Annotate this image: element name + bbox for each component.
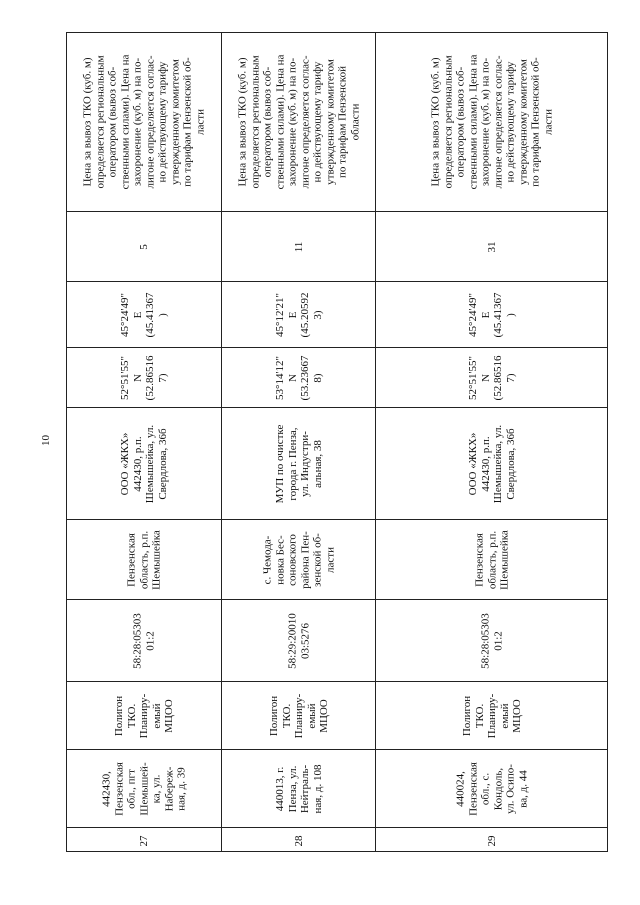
cell-latitude: 52°51'55" N (52.86516 7) (376, 347, 607, 407)
cell-address: 442430, Пензенская обл., пгт Шемышей- ка, ул. Набереж- ная, д. 39 (67, 749, 221, 827)
cell-distance: 11 (222, 211, 375, 281)
cell-longitude: 45°24'49" E (45.41367 ) (67, 281, 221, 347)
cell-operator: ООО «ЖКХ» 442430, р.п. Шемышейка, ул. Свердлова, 36б (376, 407, 607, 519)
page-number: 10 (40, 435, 52, 446)
cell-cadastral: 58:28:05303 01:2 (376, 599, 607, 681)
cell-number: 27 (67, 827, 221, 853)
table-row (375, 33, 607, 851)
cell-address: 440024, Пензенская обл., с. Кондоль, ул. Осипо- ва, д. 44 (376, 749, 607, 827)
cell-operator: МУП по очистке города г. Пенза, ул. Индустри- альная, 38 (222, 407, 375, 519)
cell-latitude: 52°51'55" N (52.86516 7) (67, 347, 221, 407)
cell-distance: 31 (376, 211, 607, 281)
cell-note: Цена за вывоз ТКО (куб. м) определяется региональным оператором (вывоз соб- ственными силами). Цена на захоронение (куб. м) на по- лигоне определяется соглас- но действующему тарифу утвержденному комитетом по тарифам Пензенской области (236, 54, 361, 190)
cell-object: Полигон ТКО. Планиру- емый МЦОО (222, 681, 375, 749)
cell-location: Пензенская область, р.п. Шемышейка (67, 519, 221, 599)
cell-distance: 5 (67, 211, 221, 281)
cell-note: Цена за вывоз ТКО (куб. м) определяется региональным оператором (вывоз соб- ственными силами). Цена на захоронение (куб. м) на по- лигоне определяется соглас- но действующему тарифу утвержденному комитетом по тарифам Пензенской об- ласти (429, 54, 554, 190)
cell-address: 440013, г. Пенза, ул. Нейтраль- ная, д. 108 (222, 749, 375, 827)
cell-cadastral: 58:28:05303 01:2 (67, 599, 221, 681)
cell-number: 29 (376, 827, 607, 853)
cell-cadastral: 58:29:20010 03:5276 (222, 599, 375, 681)
cell-operator: ООО «ЖКХ» 442430, р.п. Шемышейка, ул. Свердлова, 36б (67, 407, 221, 519)
cell-longitude: 45°12'21" E (45.20592 3) (222, 281, 375, 347)
cell-object: Полигон ТКО. Планиру- емый МЦОО (67, 681, 221, 749)
table-row (221, 33, 375, 851)
cell-location: с. Чемода- новка Бес- соновского района Пен- зенской об- ласти (222, 519, 375, 599)
cell-object: Полигон ТКО. Планиру- емый МЦОО (376, 681, 607, 749)
cell-location: Пензенская область, р.п. Шемышейка (376, 519, 607, 599)
cell-longitude: 45°24'49" E (45.41367 ) (376, 281, 607, 347)
cell-note: Цена за вывоз ТКО (куб. м) определяется региональным оператором (вывоз соб- ственными силами). Цена на захоронение (куб. м) на по- лигоне определяется соглас- но действующему тарифу утвержденному комитетом по тарифам Пензенской об- ласти (81, 54, 206, 190)
table-row (67, 33, 221, 851)
cell-number: 28 (222, 827, 375, 853)
document-table (66, 32, 608, 852)
cell-latitude: 53°14'12" N (53.23667 8) (222, 347, 375, 407)
